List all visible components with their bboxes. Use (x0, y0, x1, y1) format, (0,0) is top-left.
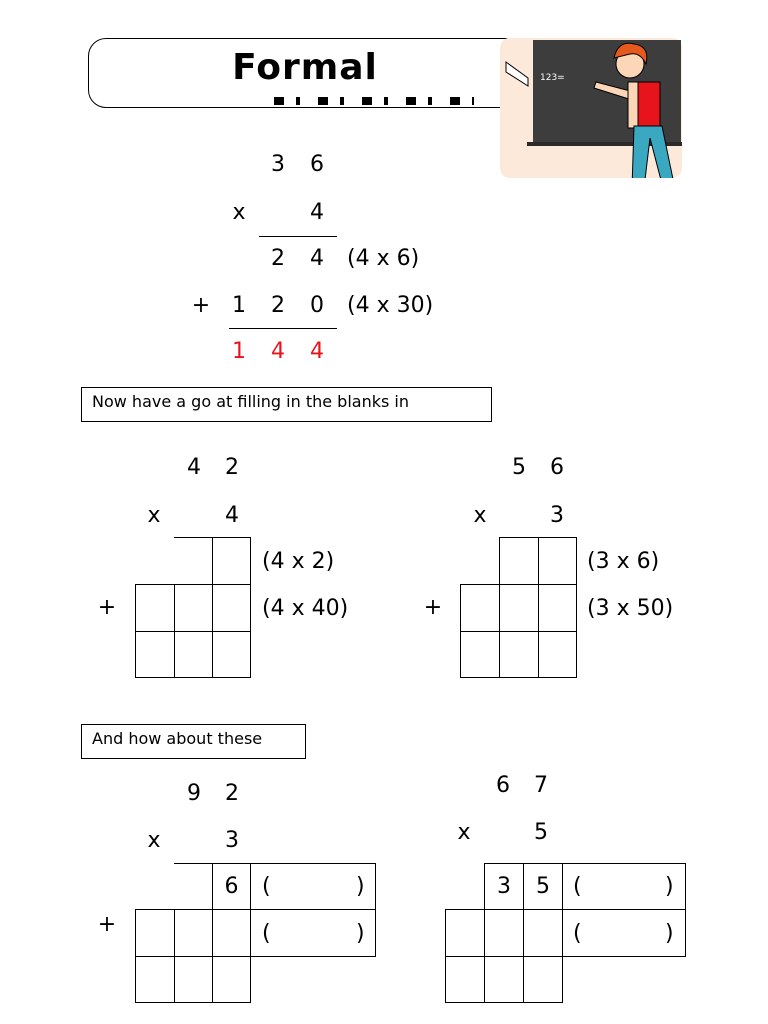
p1-plus-sign: + (97, 595, 117, 620)
example-answer-ones: 4 (310, 339, 324, 364)
example-row1-note: (4 x 6) (347, 246, 420, 271)
p4-paren-open-2: ( (573, 921, 582, 946)
p4-top-tens: 6 (496, 773, 510, 798)
example-row2-tens: 2 (271, 293, 285, 318)
p2-answer-hundreds[interactable] (460, 631, 500, 678)
example-rule-1 (259, 236, 337, 237)
p3-given-ones-text: 6 (224, 874, 239, 899)
p3-paren-close-2: ) (356, 921, 365, 946)
p4-answer-hundreds[interactable] (445, 956, 485, 1003)
p4-paren-close-1: ) (665, 874, 674, 899)
example-row1-ones: 4 (310, 246, 324, 271)
p3-answer-tens[interactable] (174, 956, 213, 1003)
p3-plus-sign: + (97, 912, 117, 937)
p1-blank-r1-ones[interactable] (212, 537, 251, 585)
p2-answer-ones[interactable] (538, 631, 577, 678)
p3-top-ones: 2 (225, 781, 239, 806)
svg-text:123=: 123= (540, 73, 565, 83)
p2-answer-tens[interactable] (499, 631, 539, 678)
p2-blank-r2-hundreds[interactable] (460, 584, 500, 632)
p4-answer-ones[interactable] (523, 956, 563, 1003)
p1-answer-hundreds[interactable] (135, 631, 175, 678)
example-row2-note: (4 x 30) (347, 293, 434, 318)
p2-note-2: (3 x 50) (587, 596, 674, 621)
example-top-tens: 3 (271, 152, 285, 177)
p2-note-1: (3 x 6) (587, 549, 660, 574)
p2-mult-sign: x (473, 503, 487, 528)
example-row1-tens: 2 (271, 246, 285, 271)
p3-paren-open-2: ( (262, 921, 271, 946)
example-top-ones: 6 (310, 152, 324, 177)
p1-top-ones: 2 (225, 455, 239, 480)
example-row2-hundreds: 1 (232, 293, 246, 318)
p4-given-ones-text: 5 (536, 874, 550, 899)
example-row2-ones: 0 (310, 293, 324, 318)
p3-top-tens: 9 (187, 781, 201, 806)
p3-blank-r2-tens[interactable] (174, 909, 213, 957)
example-answer-hundreds: 1 (232, 339, 246, 364)
p1-note-2: (4 x 40) (262, 596, 349, 621)
p1-mult-sign: x (147, 503, 161, 528)
p4-blank-r2-ones[interactable] (523, 909, 563, 957)
p4-blank-r2-hundreds[interactable] (445, 909, 485, 957)
p4-answer-tens[interactable] (484, 956, 524, 1003)
page-title: Formal (232, 47, 378, 88)
p3-paren-close-1: ) (356, 874, 365, 899)
teacher-at-chalkboard-icon (500, 38, 682, 178)
p2-top-tens: 5 (512, 455, 526, 480)
p2-blank-r2-ones[interactable] (538, 584, 577, 632)
title-cutoff-text (274, 97, 474, 105)
p2-blank-r2-tens[interactable] (499, 584, 539, 632)
teacher-illustration (500, 38, 682, 178)
p2-plus-sign: + (423, 595, 443, 620)
example-mult-sign: x (232, 200, 246, 225)
p4-mult-sign: x (457, 820, 471, 845)
p3-answer-hundreds[interactable] (135, 956, 175, 1003)
instruction-box-2: And how about these (81, 724, 306, 759)
p1-blank-r2-tens[interactable] (174, 584, 213, 632)
p3-blank-r2-hundreds[interactable] (135, 909, 175, 957)
example-rule-2 (229, 328, 337, 329)
p4-paren-close-2: ) (665, 921, 674, 946)
p4-blank-r2-tens[interactable] (484, 909, 524, 957)
p1-blank-r2-ones[interactable] (212, 584, 251, 632)
p4-multiplier: 5 (534, 820, 548, 845)
p2-blank-r1-ones[interactable] (538, 537, 577, 585)
p1-blank-r2-hundreds[interactable] (135, 584, 175, 632)
p3-paren-open-1: ( (262, 874, 271, 899)
example-answer-tens: 4 (271, 339, 285, 364)
p3-answer-ones[interactable] (212, 956, 251, 1003)
p4-given-tens-text: 3 (497, 874, 511, 899)
p4-paren-open-1: ( (573, 874, 582, 899)
p1-answer-ones[interactable] (212, 631, 251, 678)
instruction-box-1: Now have a go at filling in the blanks in (81, 387, 492, 422)
title-banner (88, 38, 522, 108)
p2-multiplier: 3 (550, 503, 564, 528)
p1-note-1: (4 x 2) (262, 549, 335, 574)
p2-blank-r1-tens[interactable] (499, 537, 539, 585)
p3-mult-sign: x (147, 828, 161, 853)
p4-top-ones: 7 (534, 773, 548, 798)
p1-multiplier: 4 (225, 503, 239, 528)
p1-answer-tens[interactable] (174, 631, 213, 678)
p3-blank-r2-ones[interactable] (212, 909, 251, 957)
p2-top-ones: 6 (550, 455, 564, 480)
example-plus-sign: + (191, 293, 211, 318)
p3-multiplier: 3 (225, 828, 239, 853)
p1-top-tens: 4 (187, 455, 201, 480)
example-multiplier: 4 (310, 200, 324, 225)
